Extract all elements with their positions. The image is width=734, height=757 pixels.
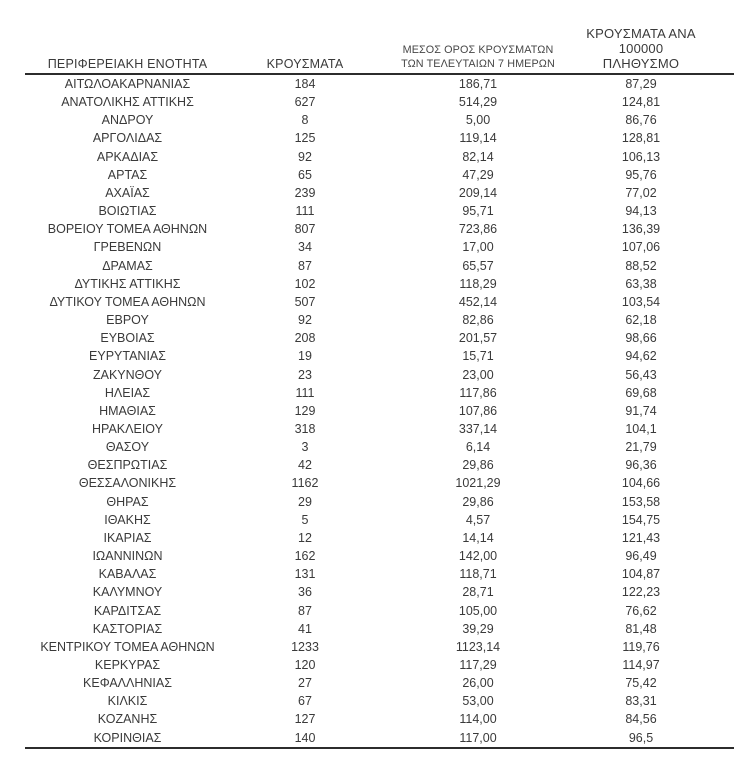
table-row: [25, 710, 734, 728]
region-cell: ΗΛΕΙΑΣ: [104, 385, 151, 400]
avg7-cell: 29,86: [462, 494, 494, 509]
region-cell: ΚΑΛΥΜΝΟΥ: [92, 585, 163, 600]
col-header-avg7: [380, 20, 576, 74]
region-cell: ΕΥΡΥΤΑΝΙΑΣ: [89, 349, 166, 364]
cases-cell: 507: [294, 294, 316, 309]
avg7-cell: 118,71: [459, 567, 497, 582]
avg7-cell: 105,00: [458, 603, 498, 618]
per100k-cell: 95,76: [625, 167, 657, 182]
region-cell: ΖΑΚΥΝΘΟΥ: [92, 367, 163, 382]
region-cell: ΙΘΑΚΗΣ: [104, 512, 151, 527]
region-cell: ΙΩΑΝΝΙΝΩΝ: [92, 549, 163, 564]
region-cell: ΚΕΡΚΥΡΑΣ: [94, 658, 161, 672]
avg7-cell: 53,00: [462, 694, 494, 709]
cases-cell: 127: [294, 712, 316, 727]
avg7-cell: 82,14: [462, 149, 494, 164]
avg7-cell: 15,71: [462, 349, 494, 364]
avg7-cell: 14,14: [462, 530, 494, 545]
table-row: [25, 275, 734, 293]
per100k-cell: 77,02: [625, 185, 657, 200]
region-cell: ΗΜΑΘΙΑΣ: [99, 403, 156, 418]
avg7-cell: 39,29: [462, 621, 494, 636]
per100k-cell: 21,79: [625, 440, 657, 455]
region-cell: ΑΝΑΤΟΛΙΚΗΣ ΑΤΤΙΚΗΣ: [61, 95, 194, 110]
cases-cell: 125: [294, 131, 316, 146]
col-header-per100k-label-line1: ΚΡΟΥΣΜΑΤΑ ΑΝΑ 100000: [586, 26, 696, 56]
region-cell: ΘΕΣΣΑΛΟΝΙΚΗΣ: [78, 476, 177, 491]
per100k-cell: 84,56: [625, 712, 657, 727]
region-cell: ΒΟΙΩΤΙΑΣ: [98, 204, 157, 219]
col-header-per100k: [576, 20, 734, 74]
per100k-cell: 63,38: [625, 276, 657, 291]
cases-cell: 92: [298, 313, 312, 328]
table-row: [25, 93, 734, 111]
cases-cell: 67: [298, 694, 312, 709]
col-header-cases-label: ΚΡΟΥΣΜΑΤΑ: [266, 57, 344, 71]
per100k-cell: 62,18: [625, 313, 657, 328]
avg7-cell: 17,00: [462, 240, 494, 255]
cases-cell: 1162: [291, 476, 319, 491]
region-cell: ΑΙΤΩΛΟΑΚΑΡΝΑΝΙΑΣ: [64, 77, 191, 91]
table-row: [25, 729, 734, 748]
col-header-region: [25, 20, 230, 74]
cases-cell: 120: [294, 658, 316, 672]
table-row: [25, 311, 734, 329]
per100k-cell: 98,66: [625, 331, 657, 346]
per100k-cell: 94,13: [625, 204, 657, 219]
region-cell: ΔΥΤΙΚΟΥ ΤΟΜΕΑ ΑΘΗΝΩΝ: [49, 294, 206, 309]
table-row: [25, 74, 734, 93]
cases-cell: 318: [294, 421, 316, 436]
region-cell: ΑΡΓΟΛΙΔΑΣ: [92, 131, 163, 146]
table-row: [25, 438, 734, 456]
cases-cell: 140: [230, 729, 380, 748]
table-header: [25, 20, 734, 74]
table-body: [25, 74, 734, 748]
avg7-cell: 118,29: [459, 276, 497, 291]
region-cell: ΘΗΡΑΣ: [106, 494, 149, 509]
cases-cell: 184: [294, 77, 316, 91]
per100k-cell: 81,48: [625, 621, 657, 636]
cases-cell: 65: [298, 167, 312, 182]
table-row: [25, 347, 734, 365]
table-row: [25, 456, 734, 474]
cases-cell: 36: [298, 585, 312, 600]
region-cell: ΗΡΑΚΛΕΙΟΥ: [92, 421, 163, 436]
cases-cell: 239: [294, 185, 316, 200]
table-row: [25, 638, 734, 656]
cases-cell: 5: [301, 512, 309, 527]
avg7-cell: 29,86: [462, 458, 494, 473]
per100k-cell: 136,39: [621, 222, 661, 237]
per100k-cell: 121,43: [621, 530, 661, 545]
per100k-cell: 56,43: [625, 367, 657, 382]
avg7-cell: 337,14: [458, 421, 498, 436]
per100k-cell: 103,54: [621, 294, 661, 309]
cases-cell: 162: [294, 549, 316, 564]
table-row: [25, 529, 734, 547]
cases-cell: 627: [294, 95, 316, 110]
avg7-cell: 117,86: [459, 385, 497, 400]
cases-cell: 131: [294, 567, 316, 582]
cases-cell: 102: [294, 276, 316, 291]
per100k-cell: 69,68: [625, 385, 657, 400]
region-cell: ΔΥΤΙΚΗΣ ΑΤΤΙΚΗΣ: [74, 276, 181, 291]
avg7-cell: 1123,14: [455, 639, 501, 654]
avg7-cell: 117,00: [380, 729, 576, 748]
avg7-cell: 6,14: [465, 440, 491, 455]
per100k-cell: 76,62: [625, 603, 657, 618]
col-header-cases: [230, 20, 380, 74]
avg7-cell: 5,00: [465, 113, 491, 128]
per100k-cell: 104,87: [621, 567, 661, 582]
per100k-cell: 94,62: [625, 349, 657, 364]
table-row: [25, 620, 734, 638]
region-cell: ΕΒΡΟΥ: [106, 313, 149, 328]
table-row: [25, 293, 734, 311]
avg7-cell: 114,00: [459, 712, 497, 727]
avg7-cell: 119,14: [459, 131, 497, 146]
per100k-cell: 75,42: [625, 676, 657, 691]
avg7-cell: 65,57: [462, 258, 494, 273]
table-row: [25, 238, 734, 256]
cases-cell: 29: [298, 494, 312, 509]
region-cell: ΚΟΡΙΝΘΙΑΣ: [25, 729, 230, 748]
per100k-cell: 153,58: [621, 494, 661, 509]
per100k-cell: 96,49: [625, 549, 657, 564]
cases-cell: 12: [298, 530, 312, 545]
col-header-avg7-label-line1: ΜΕΣΟΣ ΟΡΟΣ ΚΡΟΥΣΜΑΤΩΝ: [402, 44, 554, 56]
per100k-cell: 104,66: [621, 476, 661, 491]
region-cell: ΑΡΚΑΔΙΑΣ: [96, 149, 159, 164]
region-cell: ΚΙΛΚΙΣ: [107, 694, 148, 709]
avg7-cell: 117,29: [459, 658, 497, 672]
table-row: [25, 692, 734, 710]
avg7-cell: 47,29: [462, 167, 494, 182]
avg7-cell: 4,57: [465, 512, 491, 527]
cases-cell: 129: [294, 403, 316, 418]
cases-cell: 3: [301, 440, 309, 455]
table-row: [25, 602, 734, 620]
per100k-cell: 128,81: [621, 131, 661, 146]
cases-cell: 23: [298, 367, 312, 382]
avg7-cell: 82,86: [462, 313, 494, 328]
per100k-cell: 154,75: [621, 512, 661, 527]
table-row: [25, 656, 734, 674]
per100k-cell: 124,81: [621, 95, 661, 110]
region-cell: ΘΕΣΠΡΩΤΙΑΣ: [87, 458, 168, 473]
region-cell: ΚΑΣΤΟΡΙΑΣ: [92, 621, 163, 636]
per100k-cell: 88,52: [625, 258, 657, 273]
table-row: [25, 202, 734, 220]
avg7-cell: 1021,29: [455, 476, 501, 491]
region-cell: ΕΥΒΟΙΑΣ: [100, 331, 155, 346]
avg7-cell: 95,71: [462, 204, 494, 219]
table-row: [25, 474, 734, 492]
cases-cell: 42: [298, 458, 312, 473]
cases-cell: 27: [298, 676, 312, 691]
region-cell: ΒΟΡΕΙΟΥ ΤΟΜΕΑ ΑΘΗΝΩΝ: [47, 222, 208, 237]
cases-cell: 111: [295, 385, 315, 400]
table-row: [25, 402, 734, 420]
avg7-cell: 142,00: [458, 549, 498, 564]
table-row: [25, 674, 734, 692]
table-row: [25, 565, 734, 583]
avg7-cell: 26,00: [462, 676, 494, 691]
avg7-cell: 23,00: [462, 367, 494, 382]
avg7-cell: 723,86: [458, 222, 498, 237]
cases-cell: 92: [298, 149, 312, 164]
per100k-cell: 86,76: [625, 113, 657, 128]
region-cell: ΔΡΑΜΑΣ: [102, 258, 153, 273]
per100k-cell: 104,1: [625, 421, 657, 436]
per100k-cell: 87,29: [625, 77, 657, 91]
cases-cell: 1233: [291, 639, 319, 654]
per100k-cell: 114,97: [622, 658, 660, 672]
table-row: [25, 148, 734, 166]
table-row: [25, 547, 734, 565]
region-cell: ΚΑΒΑΛΑΣ: [98, 567, 157, 582]
table-row: [25, 111, 734, 129]
regional-cases-table: [25, 20, 734, 749]
cases-cell: 807: [294, 222, 316, 237]
avg7-cell: 209,14: [458, 185, 498, 200]
region-cell: ΚΟΖΑΝΗΣ: [97, 712, 158, 727]
per100k-cell: 96,36: [625, 458, 657, 473]
col-header-region-label: ΠΕΡΙΦΕΡΕΙΑΚΗ ΕΝΟΤΗΤΑ: [47, 57, 208, 71]
per100k-cell: 107,06: [621, 240, 661, 255]
table-row: [25, 129, 734, 147]
cases-cell: 87: [298, 258, 312, 273]
region-cell: ΚΑΡΔΙΤΣΑΣ: [93, 603, 162, 618]
avg7-cell: 201,57: [458, 331, 498, 346]
per100k-cell: 83,31: [625, 694, 657, 709]
region-cell: ΚΕΝΤΡΙΚΟΥ ΤΟΜΕΑ ΑΘΗΝΩΝ: [40, 639, 215, 654]
region-cell: ΚΕΦΑΛΛΗΝΙΑΣ: [83, 676, 172, 691]
cases-cell: 87: [298, 603, 312, 618]
table-row: [25, 329, 734, 347]
table-row: [25, 384, 734, 402]
region-cell: ΙΚΑΡΙΑΣ: [103, 530, 152, 545]
cases-cell: 111: [295, 204, 315, 219]
table-row: [25, 220, 734, 238]
header-row: [25, 20, 734, 74]
table-row: [25, 166, 734, 184]
region-cell: ΑΝΔΡΟΥ: [101, 113, 154, 128]
region-cell: ΑΧΑΪΑΣ: [105, 185, 150, 200]
per100k-cell: 91,74: [625, 403, 657, 418]
avg7-cell: 186,71: [458, 77, 498, 91]
table-row: [25, 511, 734, 529]
region-cell: ΘΑΣΟΥ: [105, 440, 150, 455]
per100k-cell: 122,23: [621, 585, 661, 600]
avg7-cell: 452,14: [458, 294, 498, 309]
cases-cell: 41: [298, 621, 312, 636]
table-row: [25, 493, 734, 511]
region-cell: ΓΡΕΒΕΝΩΝ: [93, 240, 162, 255]
table-row: [25, 420, 734, 438]
avg7-cell: 107,86: [458, 403, 498, 418]
per100k-cell: 96,5: [576, 729, 734, 748]
per100k-cell: 119,76: [622, 639, 660, 654]
cases-cell: 208: [294, 331, 316, 346]
table-row: [25, 257, 734, 275]
table-row: [25, 366, 734, 384]
table-row: [25, 184, 734, 202]
col-header-avg7-label-line2: ΤΩΝ ΤΕΛΕΥΤΑΙΩΝ 7 ΗΜΕΡΩΝ: [401, 57, 555, 70]
cases-cell: 8: [301, 113, 309, 128]
cases-cell: 34: [298, 240, 312, 255]
cases-cell: 19: [298, 349, 312, 364]
avg7-cell: 28,71: [462, 585, 494, 600]
table-row: [25, 583, 734, 601]
col-header-per100k-label-line2: ΠΛΗΘΥΣΜΟ: [602, 56, 680, 71]
per100k-cell: 106,13: [621, 149, 661, 164]
avg7-cell: 514,29: [458, 95, 498, 110]
region-cell: ΑΡΤΑΣ: [107, 167, 148, 182]
